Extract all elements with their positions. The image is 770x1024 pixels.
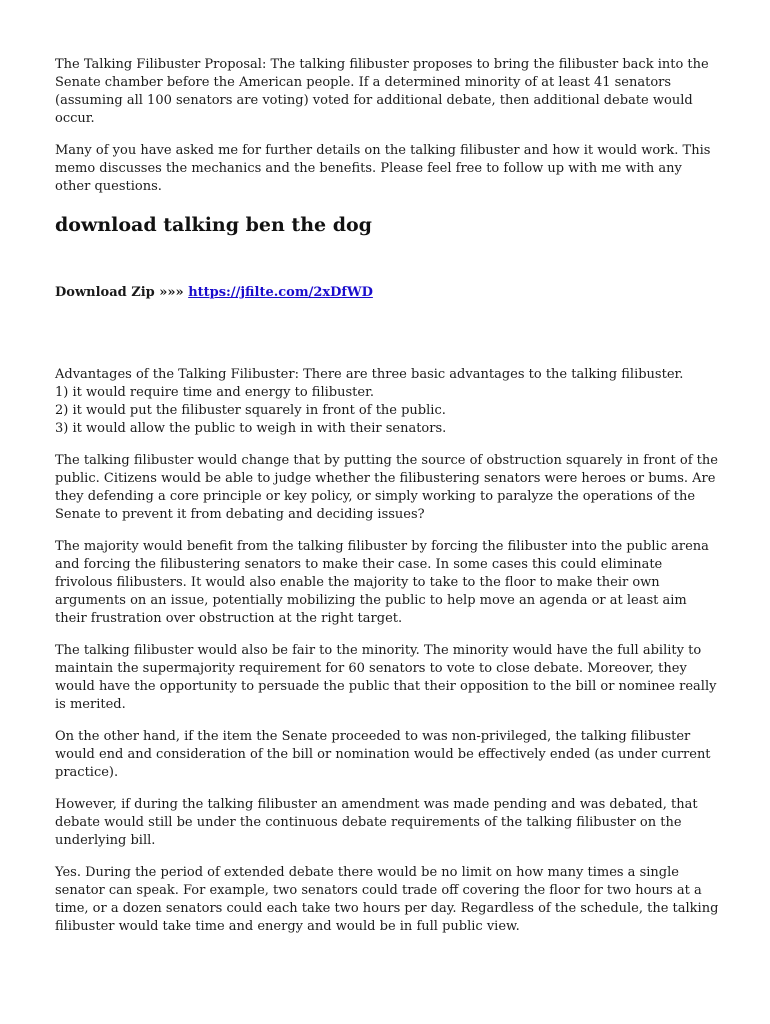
body-paragraph-1: The talking filibuster would change that by putting the source of obstruction squarely in front of the public. Citizens would be able to judge whether the filibustering senators were heroes or bums. Are they defending a core principle or key policy, or simply working to paralyze the operations of the Senate to prevent it from debating and deciding issues?: [55, 453, 718, 522]
advantage-item-2: 2) it would put the filibuster squarely in front of the public.: [55, 403, 446, 418]
download-line: [55, 284, 720, 302]
intro-paragraph-1: The Talking Filibuster Proposal: The talking filibuster proposes to bring the filibuster back into the Senate chamber before the American people. If a determined minority of at least 41 senators (assuming all 100 senators are voting) voted for additional debate, then additional debate would occur.: [55, 57, 709, 126]
page-heading: download talking ben the dog: [55, 214, 372, 236]
body-paragraph-5: However, if during the talking filibuster an amendment was made pending and was debated, that debate would still be under the continuous debate requirements of the talking filibuster on the underlying bill.: [55, 797, 698, 848]
advantages-intro: Advantages of the Talking Filibuster: There are three basic advantages to the talking filibuster.: [55, 367, 684, 382]
body-paragraph-2: The majority would benefit from the talking filibuster by forcing the filibuster into the public arena and forcing the filibustering senators to make their case. In some cases this could eliminate frivolous filibusters. It would also enable the majority to take to the floor to make their own arguments on an issue, potentially mobilizing the public to help move an agenda or at least aim their frustration over obstruction at the right target.: [55, 539, 709, 626]
advantage-item-1: 1) it would require time and energy to filibuster.: [55, 385, 374, 400]
intro-paragraph-2: Many of you have asked me for further details on the talking filibuster and how it would work. This memo discusses the mechanics and the benefits. Please feel free to follow up with me with any other questions.: [55, 143, 711, 194]
body-paragraph-6: Yes. During the period of extended debate there would be no limit on how many times a single senator can speak. For example, two senators could trade off covering the floor for two hours at a time, or a dozen senators could each take two hours per day. Regardless of the schedule, the talking filibuster would take time and energy and would be in full public view.: [55, 865, 719, 934]
download-label: Download Zip »»»: [55, 285, 189, 300]
advantage-item-3: 3) it would allow the public to weigh in with their senators.: [55, 421, 447, 436]
download-link[interactable]: https://jfilte.com/2xDfWD: [188, 285, 373, 300]
document-page: [55, 56, 720, 950]
body-paragraph-3: The talking filibuster would also be fair to the minority. The minority would have the full ability to maintain the supermajority requirement for 60 senators to vote to close debate. Moreover, they would have the opportunity to persuade the public that their opposition to the bill or nominee really is merited.: [55, 643, 717, 712]
advantages-list: [55, 366, 720, 438]
body-paragraph-4: On the other hand, if the item the Senate proceeded to was non-privileged, the talking filibuster would end and consideration of the bill or nomination would be effectively ended (as under current practice).: [55, 729, 711, 780]
